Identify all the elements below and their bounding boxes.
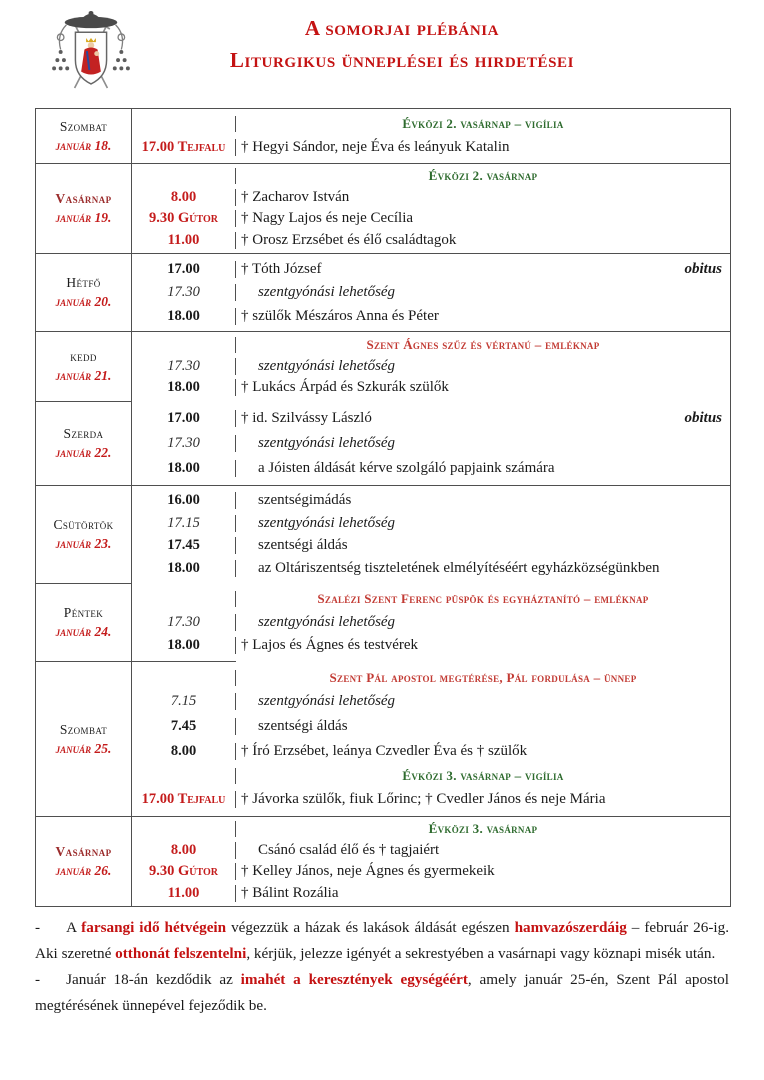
feast-header: Szalézi Szent Ferenc püspök és egyháztanító – emléknap: [317, 590, 649, 606]
day-date: január 25.: [55, 740, 112, 756]
time-cell: 18.00: [132, 379, 236, 396]
time-cell: 18.00: [132, 460, 236, 477]
time-cell: 8.00: [132, 842, 236, 859]
schedule-row-jan23: [36, 486, 730, 583]
schedule-row-jan19: [36, 164, 730, 253]
confession-note: szentgyónási lehetőség: [258, 613, 396, 630]
time-cell: 7.45: [132, 718, 236, 735]
day-name: kedd: [70, 349, 97, 364]
schedule-row-jan25: [36, 662, 730, 816]
day-cell: [36, 109, 132, 163]
day-cell: [36, 584, 132, 661]
obitus-note: obitus: [684, 410, 722, 426]
obitus-note: obitus: [684, 260, 722, 277]
schedule-row-jan20: [36, 254, 730, 331]
blessing-note: szentségi áldás: [258, 718, 348, 735]
time-cell: 17.00 Tejfalu: [132, 791, 236, 808]
day-cell: [36, 254, 132, 331]
day-name: Szombat: [59, 118, 108, 134]
time-cell: 8.00: [132, 743, 236, 760]
time-cell: 17.15: [132, 515, 236, 532]
day-name: Csütörtök: [53, 517, 114, 532]
mass-intention: † Kelley János, neje Ágnes és gyermekeik: [241, 863, 495, 880]
day-name: Szerda: [63, 426, 104, 441]
day-date: január 19.: [55, 210, 112, 225]
confession-note: szentgyónási lehetőség: [258, 357, 396, 374]
mass-intention: † Bálint Rozália: [241, 884, 339, 901]
highlight: otthonát felszentelni: [115, 945, 247, 962]
confession-note: szentgyónási lehetőség: [258, 284, 396, 300]
time-cell: 9.30 Gútor: [132, 210, 236, 227]
day-date: január 23.: [55, 536, 112, 551]
dash: -: [35, 919, 41, 936]
mass-intention: † Tóth József: [241, 260, 322, 277]
day-date: január 20.: [55, 294, 112, 309]
time-cell: 18.00: [132, 637, 236, 654]
time-cell: 17.30: [132, 358, 236, 375]
day-cell: [36, 332, 132, 401]
bulletin-header: [0, 0, 764, 108]
time-cell: 17.45: [132, 537, 236, 554]
mass-intention: † szülők Mészáros Anna és Péter: [241, 307, 439, 324]
day-name: Hétfő: [66, 275, 101, 290]
time-cell: 8.00: [132, 189, 236, 206]
confession-note: szentgyónási lehetőség: [258, 514, 396, 531]
day-date: január 18.: [55, 137, 112, 153]
mass-intention: a Jóisten áldását kérve szolgáló papjaink számára: [258, 460, 555, 476]
day-date: január 26.: [55, 863, 112, 878]
day-name: Vasárnap: [55, 844, 112, 859]
highlight: hamvazószerdáig: [514, 919, 627, 936]
schedule-row-jan22: [36, 402, 730, 485]
time-cell: 7.15: [132, 693, 236, 710]
sunday-header: Évközi 3. vasárnap: [428, 821, 538, 837]
time-cell: 11.00: [132, 885, 236, 902]
mass-intention: † id. Szilvássy László: [241, 410, 372, 426]
time-cell: 17.00 Tejfalu: [132, 139, 236, 156]
mass-intention: † Jávorka szülők, fiuk Lőrinc; † Cvedler János és neje Mária: [241, 791, 606, 808]
schedule-row-jan21: [36, 332, 730, 401]
mass-intention: † Lajos és Ágnes és testvérek: [241, 637, 419, 654]
mass-intention: az Oltáriszentség tiszteletének elmélyítéséért egyházközségünkben: [258, 560, 660, 577]
mass-intention: † Nagy Lajos és neje Cecília: [241, 210, 414, 227]
announcement-unity-week: - Január 18-án kezdődik az imahét a keresztények egységéért, amely január 25-én, Szent Pál apostol megtérésének ünnepével fejeződik be.: [35, 971, 729, 1014]
schedule-row-jan26: [36, 817, 730, 906]
time-cell: 18.00: [132, 308, 236, 325]
mass-intention: † Hegyi Sándor, neje Éva és leányuk Katalin: [241, 139, 510, 155]
adoration-note: szentségimádás: [258, 491, 352, 508]
time-cell: 16.00: [132, 492, 236, 509]
sunday-header: Évközi 2. vasárnap: [428, 168, 538, 184]
highlight: imahét a keresztények egységéért: [240, 971, 468, 988]
feast-header: Szent Pál apostol megtérése, Pál fordulása – ünnep: [329, 669, 637, 685]
day-cell: [36, 662, 132, 816]
day-cell: [36, 402, 132, 485]
dash: -: [35, 971, 41, 988]
day-date: január 24.: [55, 624, 112, 639]
day-date: január 22.: [55, 445, 112, 460]
sunday-header: Évközi 2. vasárnap – vigília: [402, 116, 564, 131]
schedule-row-jan18: [36, 109, 730, 163]
mass-intention: † Író Erzsébet, leánya Czvedler Éva és † szülők: [241, 742, 528, 759]
time-cell: 17.30: [132, 284, 236, 301]
day-date: január 21.: [55, 368, 112, 383]
schedule-row-jan24: [36, 584, 730, 661]
confession-note: szentgyónási lehetőség: [258, 435, 396, 451]
blessing-note: szentségi áldás: [258, 537, 348, 554]
day-cell: [36, 486, 132, 583]
feast-header: Szent Ágnes szűz és vértanú – emléknap: [366, 336, 600, 352]
highlight: farsangi idő hétvégein: [81, 919, 227, 936]
day-cell: [36, 164, 132, 253]
page-title-line1: A somorjai plébánia: [304, 16, 500, 40]
time-cell: 18.00: [132, 560, 236, 577]
mass-intention: † Lukács Árpád és Szkurák szülők: [241, 379, 449, 396]
announcements: [35, 915, 729, 1019]
day-name: Vasárnap: [55, 191, 112, 206]
mass-intention: † Orosz Erzsébet és élő családtagok: [241, 231, 457, 248]
announcement-house-blessing: - A farsangi idő hétvégein végezzük a házak és lakások áldását egészen hamvazószerdáig – február 26-ig. Aki szeretné otthonát felszentelni, kérjük, jelezze igényét a sekrestyében a vasárnapi vagy köznapi misék után.: [35, 919, 730, 962]
sunday-header: Évközi 3. vasárnap – vigília: [402, 767, 564, 783]
page-title-line2: Liturgikus ünneplései és hirdetései: [229, 48, 575, 72]
time-cell: 17.30: [132, 435, 236, 452]
time-cell: 17.00: [132, 410, 236, 427]
time-cell: 9.30 Gútor: [132, 863, 236, 880]
mass-intention: Csánó család élő és † tagjaiért: [258, 841, 440, 858]
time-cell: 11.00: [132, 232, 236, 249]
time-cell: 17.30: [132, 614, 236, 631]
day-name: Péntek: [63, 605, 104, 620]
mass-intention: † Zacharov István: [241, 188, 350, 205]
bulletin-title: [20, 16, 764, 73]
time-cell: 17.00: [132, 261, 236, 278]
schedule-table: [35, 108, 731, 907]
confession-note: szentgyónási lehetőség: [258, 693, 396, 710]
day-name: Szombat: [59, 721, 108, 737]
day-cell: [36, 817, 132, 906]
